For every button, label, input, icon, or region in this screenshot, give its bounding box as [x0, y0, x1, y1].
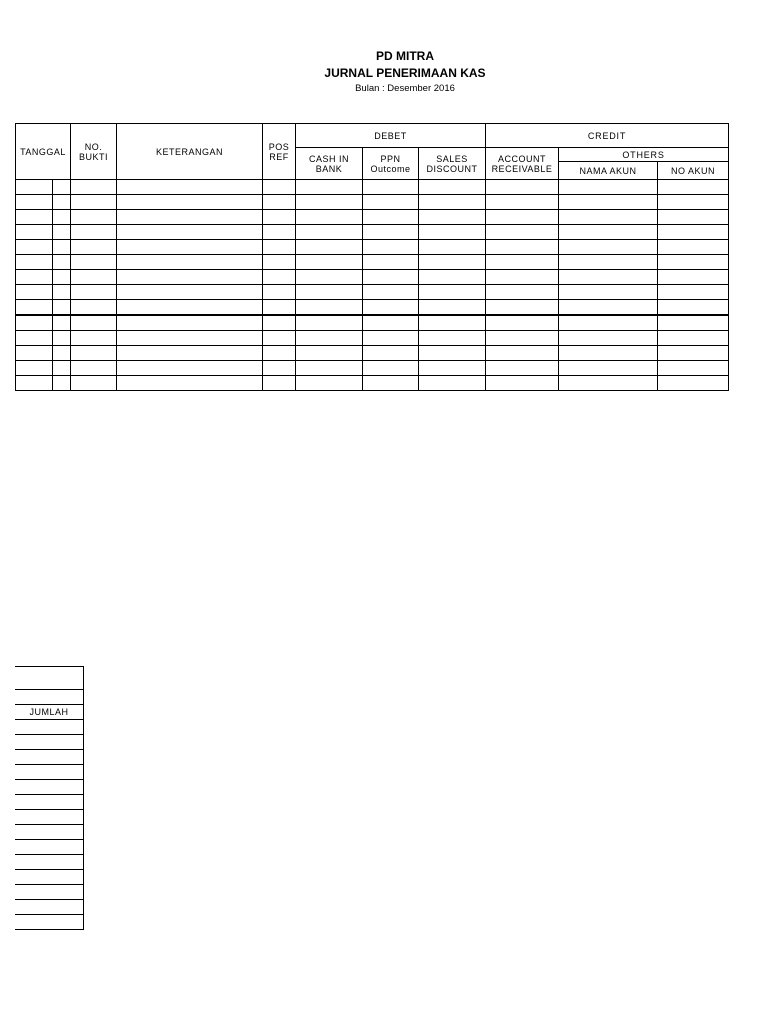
table-row — [15, 780, 84, 795]
col-keterangan: KETERANGAN — [117, 124, 263, 180]
table-row — [16, 255, 729, 270]
jumlah-row — [15, 705, 84, 720]
table-row — [16, 300, 729, 316]
table-row — [15, 735, 84, 750]
table-row — [16, 180, 729, 195]
col-sales-discount: SALES DISCOUNT — [419, 148, 486, 180]
col-account-receivable: ACCOUNT RECEIVABLE — [486, 148, 559, 180]
table-row — [15, 667, 84, 690]
table-row — [15, 810, 84, 825]
table-row — [15, 840, 84, 855]
table-row — [16, 331, 729, 346]
table-row — [15, 690, 84, 705]
table-row — [16, 210, 729, 225]
table-row — [16, 195, 729, 210]
col-no-akun: NO AKUN — [658, 162, 729, 180]
col-credit: CREDIT — [486, 124, 729, 148]
table-row — [15, 795, 84, 810]
table-row — [15, 915, 84, 930]
col-debet: DEBET — [296, 124, 486, 148]
table-row — [15, 900, 84, 915]
table-row — [16, 270, 729, 285]
table-row — [16, 315, 729, 331]
col-tanggal: TANGGAL — [16, 124, 71, 180]
table-row — [15, 885, 84, 900]
col-ppn-outcome: PPN Outcome — [363, 148, 419, 180]
table-row — [15, 855, 84, 870]
col-pos-ref: POS REF — [263, 124, 296, 180]
table-row — [16, 376, 729, 391]
table-row — [16, 361, 729, 376]
table-row — [16, 225, 729, 240]
col-nama-akun: NAMA AKUN — [559, 162, 658, 180]
table-row — [15, 765, 84, 780]
table-row — [16, 285, 729, 300]
col-cash-in-bank: CASH IN BANK — [296, 148, 363, 180]
table-row — [15, 825, 84, 840]
table-row — [15, 750, 84, 765]
totals-table — [15, 666, 84, 930]
table-row — [16, 346, 729, 361]
table-row — [15, 720, 84, 735]
col-others: OTHERS — [559, 148, 729, 162]
jumlah-label: JUMLAH — [15, 705, 84, 720]
company-name: PD MITRA — [376, 49, 434, 63]
cash-receipts-journal-table — [15, 123, 729, 391]
table-row — [15, 870, 84, 885]
journal-title: JURNAL PENERIMAAN KAS — [324, 66, 486, 80]
col-no-bukti: NO. BUKTI — [71, 124, 117, 180]
table-row — [16, 240, 729, 255]
period-label: Bulan : Desember 2016 — [355, 83, 455, 94]
